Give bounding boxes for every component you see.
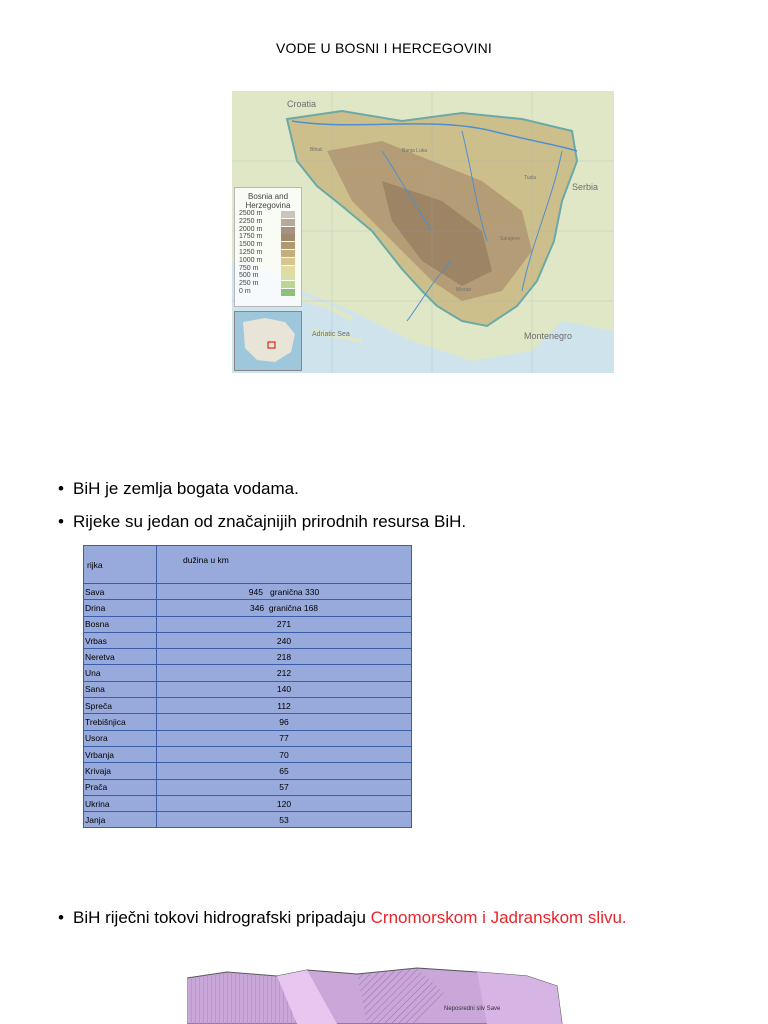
river-name: Prača — [84, 779, 157, 795]
map-label-sarajevo: Sarajevo — [500, 236, 520, 242]
legend-level: 1000 m — [235, 257, 301, 265]
river-length: 140 — [157, 681, 412, 697]
river-name: Spreča — [84, 698, 157, 714]
table-header-length: dužina u km — [157, 546, 412, 584]
river-length: 77 — [157, 730, 412, 746]
legend-level: 500 m — [235, 272, 301, 280]
river-name: Trebišnjica — [84, 714, 157, 730]
physical-map — [232, 91, 614, 373]
legend-level: 0 m — [235, 288, 301, 296]
table-row — [84, 730, 412, 746]
river-length: 945 granična 330 — [157, 584, 412, 600]
legend-level: 250 m — [235, 280, 301, 288]
rivers-table — [83, 545, 412, 828]
table-row — [84, 763, 412, 779]
map-label-serbia: Serbia — [572, 182, 599, 192]
table-row — [84, 584, 412, 600]
legend-level: 2250 m — [235, 218, 301, 226]
river-name: Drina — [84, 600, 157, 616]
table-row — [84, 779, 412, 795]
river-length: 96 — [157, 714, 412, 730]
river-name: Sava — [84, 584, 157, 600]
table-header-river: rijka — [84, 546, 157, 584]
river-length: 112 — [157, 698, 412, 714]
river-name: Neretva — [84, 649, 157, 665]
map-label-banja-luka: Banja Luka — [402, 148, 428, 154]
table-row — [84, 681, 412, 697]
table-row — [84, 600, 412, 616]
river-name: Vrbas — [84, 632, 157, 648]
river-name: Usora — [84, 730, 157, 746]
table-row — [84, 746, 412, 762]
map-legend — [234, 187, 302, 307]
map-label-croatia: Croatia — [287, 99, 317, 109]
river-length: 65 — [157, 763, 412, 779]
river-length: 212 — [157, 665, 412, 681]
river-length: 218 — [157, 649, 412, 665]
river-length: 120 — [157, 795, 412, 811]
table-row — [84, 616, 412, 632]
map-label-tuzla: Tuzla — [524, 175, 537, 181]
river-length: 240 — [157, 632, 412, 648]
table-row — [84, 795, 412, 811]
river-name: Sana — [84, 681, 157, 697]
map-label-bihac: Bihać — [310, 147, 323, 153]
bullet-rich-in-water: • BiH je zemlja bogata vodama. — [58, 479, 299, 498]
map-label-montenegro: Montenegro — [524, 331, 573, 341]
table-row — [84, 714, 412, 730]
legend-level: 750 m — [235, 265, 301, 273]
legend-level: 1750 m — [235, 233, 301, 241]
highlight-basins: Crnomorskom i Jadranskom slivu. — [370, 908, 627, 927]
bullet-drainage-basins: • BiH riječni tokovi hidrografski pripadaju Crnomorskom i Jadranskom slivu. — [58, 908, 627, 927]
river-name: Una — [84, 665, 157, 681]
river-length: 346 granična 168 — [157, 600, 412, 616]
river-length: 70 — [157, 746, 412, 762]
legend-title: Bosnia and Herzegovina — [245, 192, 291, 210]
table-row — [84, 632, 412, 648]
river-length: 53 — [157, 812, 412, 828]
table-row — [84, 649, 412, 665]
basins-map-label: Neposredni sliv Save — [444, 1006, 501, 1012]
legend-swatch — [281, 289, 295, 296]
legend-level: 1250 m — [235, 249, 301, 257]
table-row — [84, 812, 412, 828]
legend-level: 2000 m — [235, 226, 301, 234]
river-name: Vrbanja — [84, 746, 157, 762]
map-label-mostar: Mostar — [456, 287, 472, 293]
river-name: Bosna — [84, 616, 157, 632]
table-row — [84, 698, 412, 714]
river-length: 57 — [157, 779, 412, 795]
river-name: Ukrina — [84, 795, 157, 811]
legend-level: 2500 m — [235, 210, 301, 218]
table-row — [84, 665, 412, 681]
legend-level: 1500 m — [235, 241, 301, 249]
basins-map — [187, 966, 567, 1024]
europe-inset-map — [234, 311, 302, 371]
page-title: VODE U BOSNI I HERCEGOVINI — [275, 40, 492, 56]
river-name: Janja — [84, 812, 157, 828]
river-length: 271 — [157, 616, 412, 632]
bullet-rivers-resource: • Rijeke su jedan od značajnijih prirodnih resursa BiH. — [58, 512, 467, 531]
table-header-row — [84, 546, 412, 584]
map-label-adriatic: Adriatic Sea — [312, 331, 350, 338]
river-name: Krivaja — [84, 763, 157, 779]
